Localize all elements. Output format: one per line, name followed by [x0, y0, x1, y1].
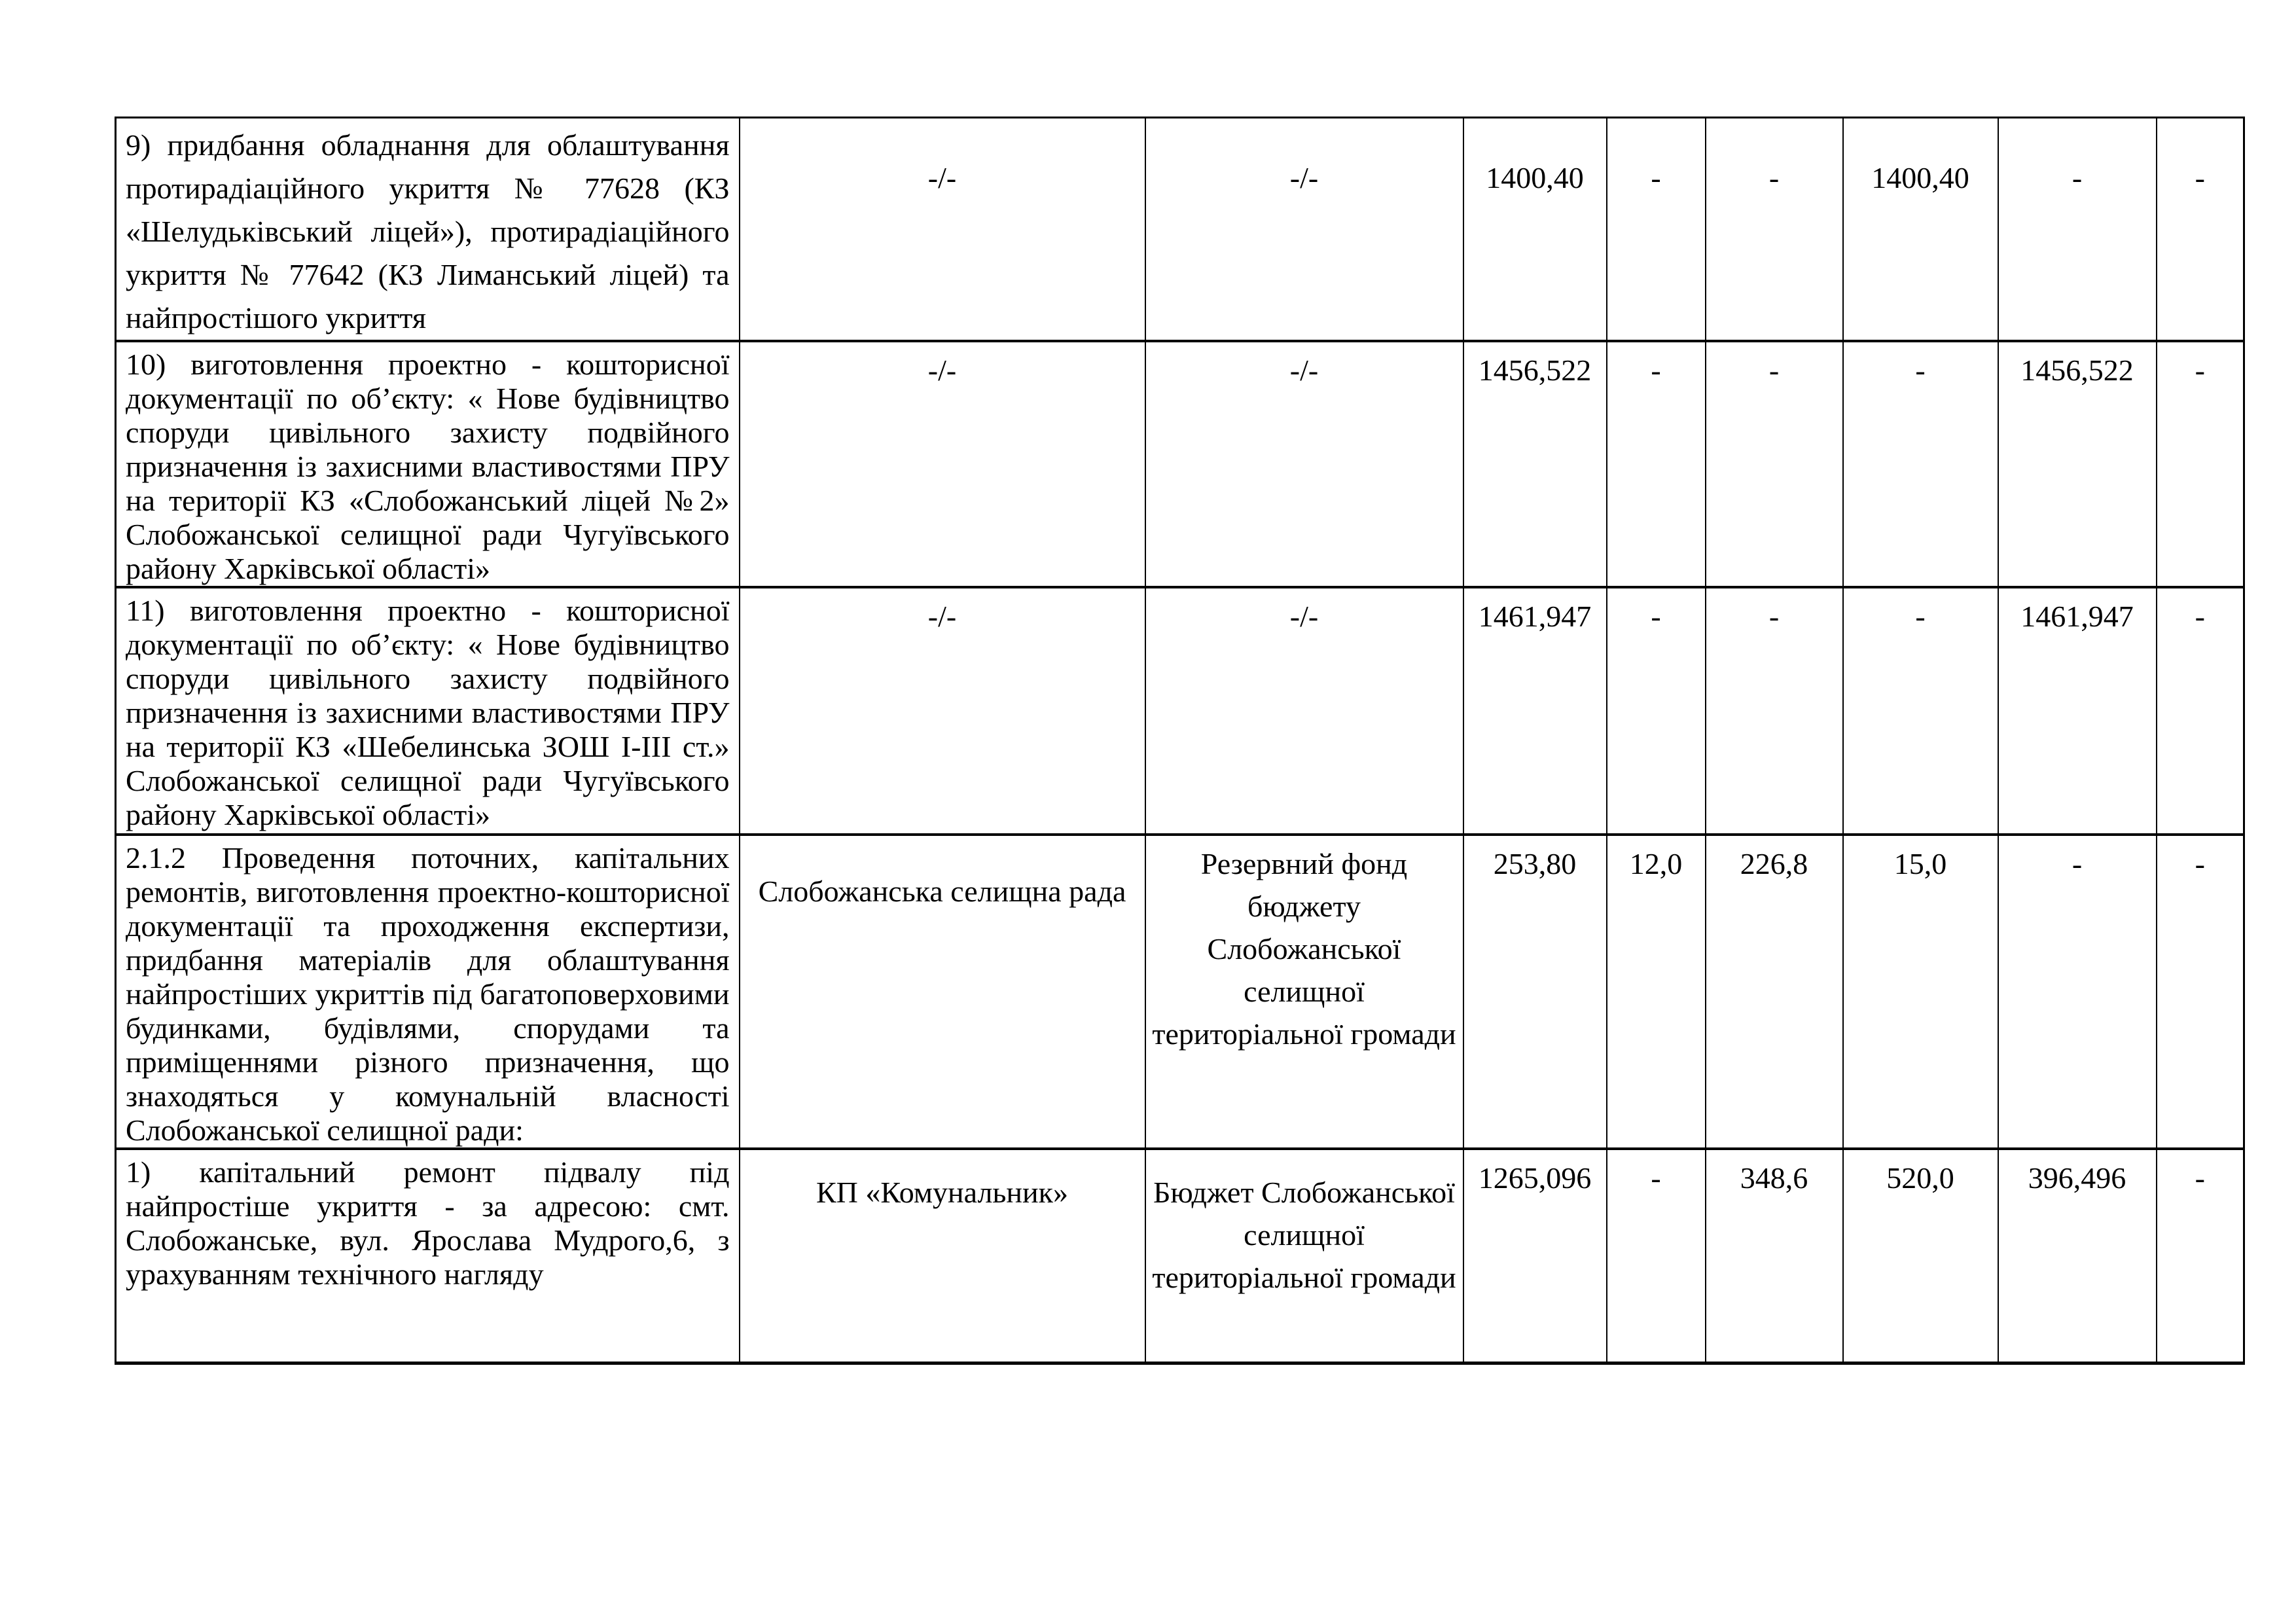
cell-amount-3: 1400,40 [1843, 118, 1998, 342]
cell-amount-total: 1456,522 [1463, 341, 1607, 587]
cell-executor: -/- [740, 341, 1145, 587]
cell-measure-description: 10) виготовлення проектно - кошторисної документації по об’єкту: « Нове будівництво споруди цивільного захисту подвійного призначення із захисними властивостями ПРУ на території КЗ «Слобожанський ліцей №2» Слобожанської селищної ради Чугуївського району Харківської області» [116, 341, 740, 587]
cell-funding-source: Резервний фонд бюджету Слобожанської селищної територіальної громади [1145, 835, 1463, 1149]
cell-amount-2: 348,6 [1706, 1149, 1843, 1363]
budget-measures-table [115, 117, 2245, 1365]
cell-amount-total: 1400,40 [1463, 118, 1607, 342]
cell-amount-4: 1456,522 [1998, 341, 2157, 587]
cell-amount-2: 226,8 [1706, 835, 1843, 1149]
cell-amount-1: 12,0 [1607, 835, 1706, 1149]
cell-measure-description: 9) придбання обладнання для облаштування протирадіаційного укриття № 77628 (КЗ «Шелудьківський ліцей»), протирадіаційного укриття № 77642 (КЗ Лиманський ліцей) та найпростішого укриття [116, 118, 740, 342]
cell-executor: КП «Комунальник» [740, 1149, 1145, 1363]
cell-amount-1: - [1607, 1149, 1706, 1363]
cell-funding-source: -/- [1145, 118, 1463, 342]
cell-executor: Слобожанська селищна рада [740, 835, 1145, 1149]
cell-amount-4: 396,496 [1998, 1149, 2157, 1363]
cell-amount-5: - [2157, 1149, 2244, 1363]
cell-amount-5: - [2157, 341, 2244, 587]
cell-amount-3: 15,0 [1843, 835, 1998, 1149]
cell-amount-2: - [1706, 587, 1843, 835]
cell-executor: -/- [740, 587, 1145, 835]
cell-amount-total: 253,80 [1463, 835, 1607, 1149]
cell-funding-source: Бюджет Слобожанської селищної територіальної громади [1145, 1149, 1463, 1363]
cell-amount-1: - [1607, 587, 1706, 835]
cell-amount-2: - [1706, 118, 1843, 342]
table-row [116, 118, 2244, 342]
cell-measure-description: 2.1.2 Проведення поточних, капітальних ремонтів, виготовлення проектно-кошторисної документації та проходження експертизи, придбання матеріалів для облаштування найпростіших укриттів під багатоповерховими будинками, будівлями, спорудами та приміщеннями різного призначення, що знаходяться у комунальній власності Слобожанської селищної ради: [116, 835, 740, 1149]
cell-executor: -/- [740, 118, 1145, 342]
cell-amount-2: - [1706, 341, 1843, 587]
table-row [116, 835, 2244, 1149]
table-row [116, 1149, 2244, 1363]
cell-amount-4: - [1998, 118, 2157, 342]
cell-amount-3: - [1843, 341, 1998, 587]
cell-amount-3: 520,0 [1843, 1149, 1998, 1363]
table-row [116, 341, 2244, 587]
cell-amount-total: 1265,096 [1463, 1149, 1607, 1363]
cell-funding-source: -/- [1145, 587, 1463, 835]
cell-amount-3: - [1843, 587, 1998, 835]
cell-amount-1: - [1607, 118, 1706, 342]
cell-amount-4: 1461,947 [1998, 587, 2157, 835]
cell-amount-5: - [2157, 118, 2244, 342]
table-row [116, 587, 2244, 835]
cell-amount-5: - [2157, 587, 2244, 835]
cell-amount-5: - [2157, 835, 2244, 1149]
cell-amount-4: - [1998, 835, 2157, 1149]
cell-amount-1: - [1607, 341, 1706, 587]
cell-amount-total: 1461,947 [1463, 587, 1607, 835]
cell-measure-description: 11) виготовлення проектно - кошторисної документації по об’єкту: « Нове будівництво споруди цивільного захисту подвійного призначення із захисними властивостями ПРУ на території КЗ «Шебелинська ЗОШ І-ІІІ ст.» Слобожанської селищної ради Чугуївського району Харківської області» [116, 587, 740, 835]
cell-funding-source: -/- [1145, 341, 1463, 587]
cell-measure-description: 1) капітальний ремонт підвалу під найпростіше укриття - за адресою: смт. Слобожанське, вул. Ярослава Мудрого,6, з урахуванням технічного нагляду [116, 1149, 740, 1363]
